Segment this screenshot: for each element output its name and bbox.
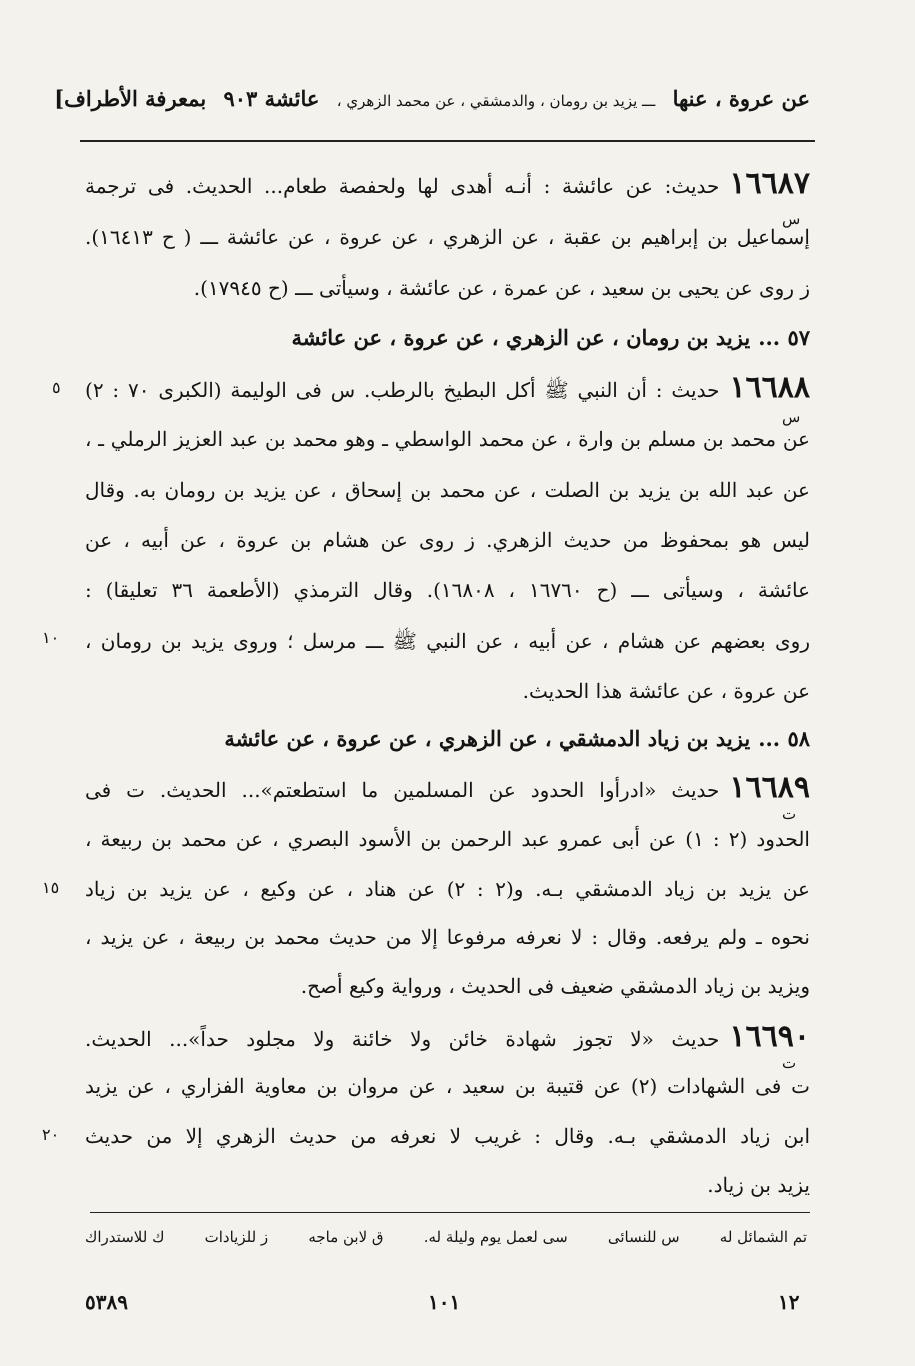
volume-number: ١٢ — [778, 1290, 800, 1314]
siglum: ت — [782, 805, 797, 823]
line-text: ليس هو بمحفوظ من حديث الزهري. ز روى عن هشام بن عروة ، عن أبيه ، عن — [85, 528, 810, 552]
header-rule — [80, 140, 815, 142]
line-text: ت فى الشهادات (٢) عن قتيبة بن سعيد ، عن مروان بن معاوية الفزاري ، عن يزيد — [85, 1074, 810, 1098]
header-subtitle: ـــ يزيد بن رومان ، والدمشقي ، عن محمد الزهري ، — [336, 92, 656, 110]
section-title: يزيد بن زياد الدمشقي ، عن الزهري ، عن عروة ، عن عائشة — [224, 726, 751, 751]
footnote-item: ق لابن ماجه — [308, 1228, 384, 1246]
line-text: الحدود (٢ : ١) عن أبى عمرو عبد الرحمن بن الأسود البصري ، عن محمد بن ربيعة ، — [85, 827, 810, 851]
text-line — [85, 217, 810, 257]
text-line — [85, 368, 810, 408]
text-line — [85, 520, 810, 560]
text-line — [85, 917, 810, 957]
line-text: عن محمد بن مسلم بن وارة ، عن محمد الواسطي ـ وهو محمد بن عبد العزيز الرملي ـ ، — [85, 427, 810, 451]
footnote-rule — [90, 1212, 810, 1213]
text-line — [85, 1017, 810, 1057]
line-text: إسماعيل بن إبراهيم بن عقبة ، عن الزهري ، عن عروة ، عن عائشة ـــ ( ح ١٦٤١٣). — [85, 225, 810, 249]
line-text: نحوه ـ ولم يرفعه. وقال : لا نعرفه مرفوعا إلا من حديث محمد بن ربيعة ، عن يزيد ، — [85, 925, 810, 949]
text-line — [85, 570, 810, 610]
margin-line-number: ٢٠ — [42, 1125, 60, 1144]
text-line — [85, 1116, 810, 1156]
footnote-item: ز للزيادات — [204, 1228, 269, 1246]
siglum: ت — [782, 1054, 797, 1072]
text-line — [85, 419, 810, 459]
text-line — [85, 869, 810, 909]
line-text: عن عروة ، عن عائشة هذا الحديث. — [522, 679, 810, 703]
header-title: عائشة ٩٠٣ — [223, 86, 320, 111]
line-text: عن يزيد بن زياد الدمشقي بـه. و(٢ : ٢) عن هناد ، عن وكيع ، عن يزيد بن زياد — [85, 877, 810, 901]
text-line — [85, 819, 810, 859]
section-title: يزيد بن رومان ، عن الزهري ، عن عروة ، عن عائشة — [291, 325, 751, 350]
text-line — [85, 621, 810, 661]
margin-line-number: ٥ — [52, 378, 61, 397]
hadith-number: ١٦٦٨٧ — [729, 166, 810, 201]
line-text: حديث: عن عائشة : أنـه أهدى لها ولحفصة طعام... الحديث. فى ترجمة — [85, 174, 720, 198]
hadith-number: ١٦٦٩٠ — [729, 1019, 810, 1054]
footnote-abbreviations — [85, 1228, 807, 1246]
text-line — [85, 1066, 810, 1106]
footnote-item: ك للاستدراك — [85, 1228, 165, 1246]
section-number: ٥٧ ... — [758, 325, 810, 350]
header-right-part: عن عروة ، عنها — [672, 86, 810, 111]
hadith-number: ١٦٦٨٨ — [729, 370, 811, 405]
page-number: ١٠١ — [428, 1290, 461, 1314]
header-left-part: بمعرفة الأطراف] — [54, 86, 207, 111]
line-text: عائشة ، وسيأتى ـــ (ح ١٦٧٦٠ ، ١٦٨٠٨). وقال الترمذي (الأطعمة ٣٦ تعليقا) : — [85, 578, 811, 602]
line-text: حديث : أن النبي ﷺ أكل البطيخ بالرطب. س فى الوليمة (الكبرى ٧٠ : ٢) — [85, 378, 720, 402]
line-text: ويزيد بن زياد الدمشقي ضعيف فى الحديث ، ورواية وكيع أصح. — [300, 974, 810, 998]
text-line — [85, 671, 810, 711]
line-text: روى بعضهم عن هشام ، عن أبيه ، عن النبي ﷺ ـــ مرسل ؛ وروى يزيد بن رومان ، — [85, 629, 810, 653]
line-text: عن عبد الله بن يزيد بن الصلت ، عن محمد بن إسحاق ، عن يزيد بن رومان به. وقال — [85, 478, 810, 502]
margin-line-number: ١٥ — [42, 878, 60, 897]
line-text: حديث «لا تجوز شهادة خائن ولا خائنة ولا مجلود حداً»... الحديث. — [85, 1027, 720, 1051]
footnote-item: س للنسائى — [607, 1228, 680, 1246]
footer-serial: ٥٣٨٩ — [85, 1290, 128, 1314]
margin-line-number: ١٠ — [42, 628, 60, 647]
siglum: س — [782, 210, 801, 228]
text-line — [85, 768, 810, 808]
text-line — [85, 966, 810, 1006]
text-line — [85, 164, 810, 204]
text-line — [85, 1165, 810, 1205]
footnote-item: سى لعمل يوم وليلة له. — [423, 1228, 568, 1246]
hadith-number: ١٦٦٨٩ — [729, 770, 810, 805]
running-header — [54, 86, 810, 111]
line-text: يزيد بن زياد. — [707, 1173, 810, 1197]
line-text: ابن زياد الدمشقي بـه. وقال : غريب لا نعرفه من حديث الزهري إلا من حديث — [85, 1124, 810, 1148]
line-text: ز روى عن يحيى بن سعيد ، عن عمرة ، عن عائشة ، وسيأتى ـــ (ح ١٧٩٤٥). — [193, 276, 810, 300]
line-text: حديث «ادرأوا الحدود عن المسلمين ما استطعتم»... الحديث. ت فى — [85, 778, 720, 802]
text-line — [85, 470, 810, 510]
section-heading — [85, 719, 810, 759]
text-line — [85, 268, 810, 308]
footnote-item: تم الشمائل له — [719, 1228, 807, 1246]
section-number: ٥٨ ... — [758, 726, 810, 751]
siglum: س — [782, 408, 801, 426]
section-heading — [85, 318, 810, 358]
